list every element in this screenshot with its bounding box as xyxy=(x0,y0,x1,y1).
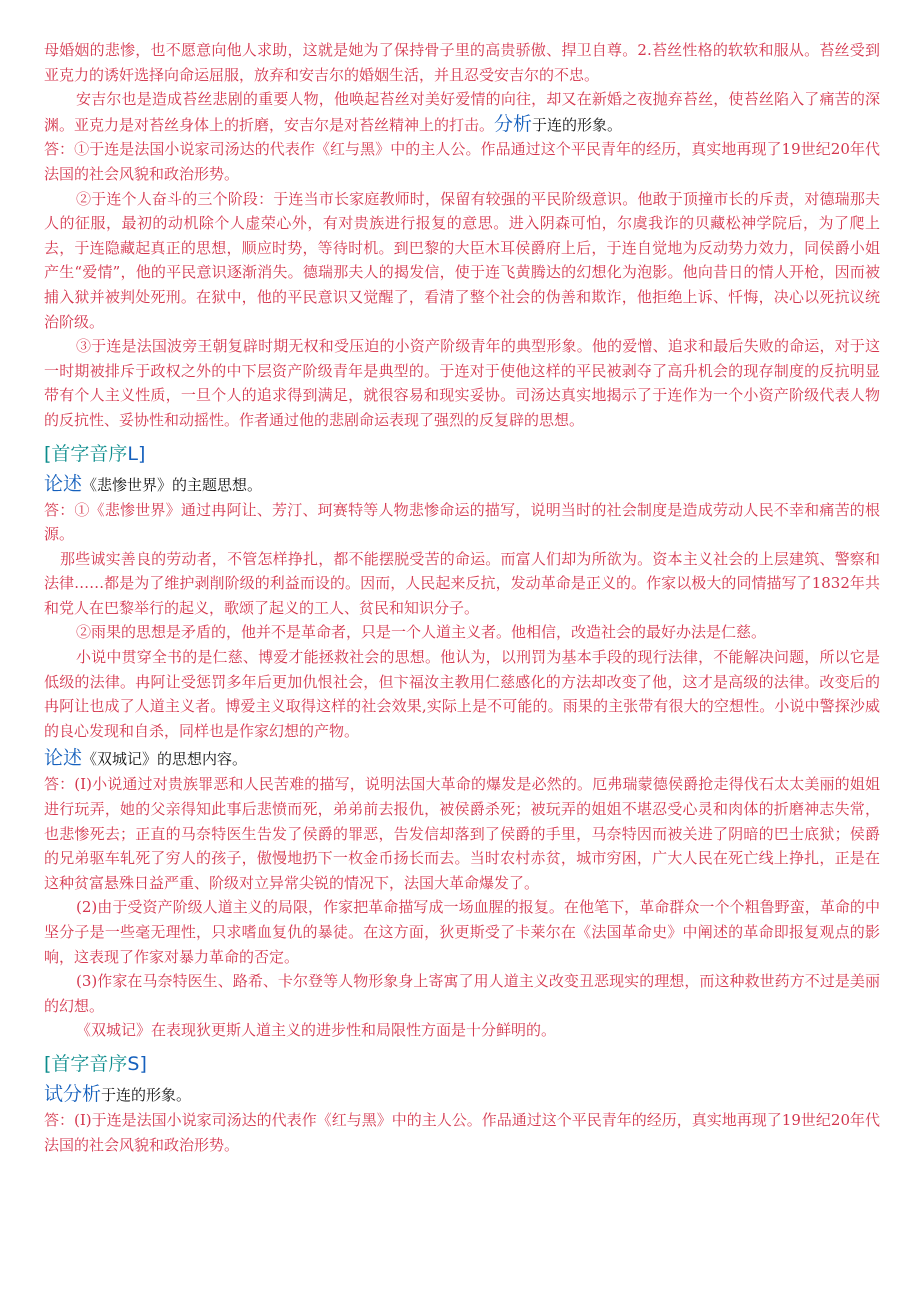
answer-tale-4: 《双城记》在表现狄更斯人道主义的进步性和局限性方面是十分鲜明的。 xyxy=(76,1021,557,1040)
question-tale-of-two-cities-text: 《双城记》的思想内容。 xyxy=(82,750,248,769)
paragraph-tess-continued: 母婚姻的悲惨，也不愿意向他人求助，这就是她为了保持骨子里的高贵骄傲、捍卫自尊。2.苔丝性格的软软和服从。苔丝受到亚克力的诱奸选择向命运屈服，放弃和安吉尔的婚姻生活，并且忍受安吉尔的不忠。 xyxy=(44,41,880,84)
question-julien: 于连的形象。 xyxy=(532,115,623,134)
section-heading-s-bracket: [首字音序 xyxy=(44,1052,128,1075)
section-heading-s-letter: S] xyxy=(127,1052,147,1075)
question-tale-of-two-cities xyxy=(44,745,880,772)
paragraph-angel-text: 安吉尔也是造成苔丝悲剧的重要人物，他唤起苔丝对美好爱情的向往，却又在新婚之夜抛弃苔丝，使苔丝陷入了痛苦的深渊。亚克力是对苔丝身体上的折磨，安吉尔是对苔丝精神上的打击。 xyxy=(44,90,880,134)
keyword-try-analyze: 试分析 xyxy=(44,1082,102,1105)
answer-julien-1: 答：①于连是法国小说家司汤达的代表作《红与黑》中的主人公。作品通过这个平民青年的经历，真实地再现了19世纪20年代法国的社会风貌和政治形势。 xyxy=(44,140,880,183)
paragraph-angel xyxy=(44,87,880,137)
answer-julien-3: ③于连是法国波旁王朝复辟时期无权和受压迫的小资产阶级青年的典型形象。他的爱憎、追求和最后失败的命运，对于这一时期被排斥于政权之外的中下层资产阶级青年是典型的。于连对于使他这样的平民被剥夺了高升机会的现存制度的反抗明显带有个人主义性质，一旦个人的追求得到满足，就很容易和现实妥协。司汤达真实地揭示了于连作为一个小资产阶级代表人物的反抗性、妥协性和动摇性。作者通过他的悲剧命运表现了强烈的反复辟的思想。 xyxy=(44,337,880,429)
answer-les-miserables-2: 那些诚实善良的劳动者，不管怎样挣扎，都不能摆脱受苦的命运。而富人们却为所欲为。资本主义社会的上层建筑、警察和法律……都是为了维护剥削阶级的利益而设的。因而，人民起来反抗，发动革命是正义的。作家以极大的同情描写了1832年共和党人在巴黎举行的起义，歌颂了起义的工人、贫民和知识分子。 xyxy=(44,549,880,617)
keyword-discuss-1: 论述 xyxy=(44,472,83,495)
keyword-analyze: 分析 xyxy=(494,112,533,135)
answer-les-miserables-4: 小说中贯穿全书的是仁慈、博爱才能拯救社会的思想。他认为，以刑罚为基本手段的现行法律，不能解决问题，所以它是低级的法律。冉阿让受惩罚多年后更加仇恨社会，但卞福汝主教用仁慈感化的方法却改变了他，这才是高级的法律。改变后的冉阿让也成了人道主义者。博爱主义取得这样的社会效果,实际上是不可能的。雨果的主张带有很大的空想性。小说中警探沙威的良心发现和自杀，同样也是作家幻想的产物。 xyxy=(44,648,880,740)
answer-tale-1: 答：(I)小说通过对贵族罪恶和人民苦难的描写，说明法国大革命的爆发是必然的。厄弗瑞蒙德侯爵抢走得伐石太太美丽的姐姐进行玩弄，她的父亲得知此事后悲愤而死，弟弟前去报仇，被侯爵杀死；被玩弄的姐姐不堪忍受心灵和肉体的折磨神志失常，也悲惨死去；正直的马奈特医生告发了侯爵的罪恶，告发信却落到了侯爵的手里，马奈特因而被关进了阴暗的巴士底狱；侯爵的兄弟驱车轧死了穷人的孩子，傲慢地扔下一枚金币扬长而去。当时农村赤贫，城市穷困，广大人民在死亡线上挣扎，正是在这种贫富悬殊日益严重、阶级对立异常尖锐的情况下，法国大革命爆发了。 xyxy=(44,775,880,892)
section-heading-l-bracket: [首字音序 xyxy=(44,442,128,465)
keyword-discuss-2: 论述 xyxy=(44,747,83,770)
answer-les-miserables-3: ②雨果的思想是矛盾的，他并不是革命者，只是一个人道主义者。他相信，改造社会的最好办法是仁慈。 xyxy=(76,623,767,642)
question-les-miserables xyxy=(44,471,880,498)
answer-julien-2-1: 答：(I)于连是法国小说家司汤达的代表作《红与黑》中的主人公。作品通过这个平民青年的经历，真实地再现了19世纪20年代法国的社会风貌和政治形势。 xyxy=(44,1110,880,1154)
answer-tale-2: (2)由于受资产阶级人道主义的局限，作家把革命描写成一场血腥的报复。在他笔下，革命群众一个个粗鲁野蛮，革命的中坚分子是一些毫无理性，只求嗜血复仇的暴徒。在这方面，狄更斯受了卡莱尔在《法国革命史》中阐述的革命即报复观点的影响，这表现了作家对暴力革命的否定。 xyxy=(44,898,880,966)
question-julien-2-text: 于连的形象。 xyxy=(101,1085,192,1104)
section-heading-l xyxy=(44,439,880,469)
section-heading-s xyxy=(44,1049,880,1079)
answer-les-miserables-1: 答：①《悲惨世界》通过冉阿让、芳汀、珂赛特等人物悲惨命运的描写，说明当时的社会制度是造成劳动人民不幸和痛苦的根源。 xyxy=(44,500,880,544)
answer-tale-3: (3)作家在马奈特医生、路希、卡尔登等人物形象身上寄寓了用人道主义改变丑恶现实的理想，而这种救世药方不过是美丽的幻想。 xyxy=(44,972,880,1015)
question-julien-2 xyxy=(44,1081,880,1108)
answer-julien-2: ②于连个人奋斗的三个阶段：于连当市长家庭教师时，保留有较强的平民阶级意识。他敢于顶撞市长的斥责，对德瑞那夫人的征服，最初的动机除个人虚荣心外，有对贵族进行报复的意思。进入阴森可怕，尔虞我诈的贝藏松神学院后，为了爬上去，于连隐藏起真正的思想，顺应时势，等待时机。到巴黎的大臣木耳侯爵府上后，于连自觉地为反动势力效力，同侯爵小姐产生“爱情”，他的平民意识逐渐消失。德瑞那夫人的揭发信，使于连飞黄腾达的幻想化为泡影。他向昔日的情人开枪，因而被捕入狱并被判处死刑。在狱中，他的平民意识又觉醒了，看清了整个社会的伪善和欺诈，他拒绝上诉、忏悔，决心以死抗议统治阶级。 xyxy=(44,189,880,331)
question-les-miserables-text: 《悲惨世界》的主题思想。 xyxy=(82,475,263,494)
section-heading-l-letter: L] xyxy=(127,442,146,465)
